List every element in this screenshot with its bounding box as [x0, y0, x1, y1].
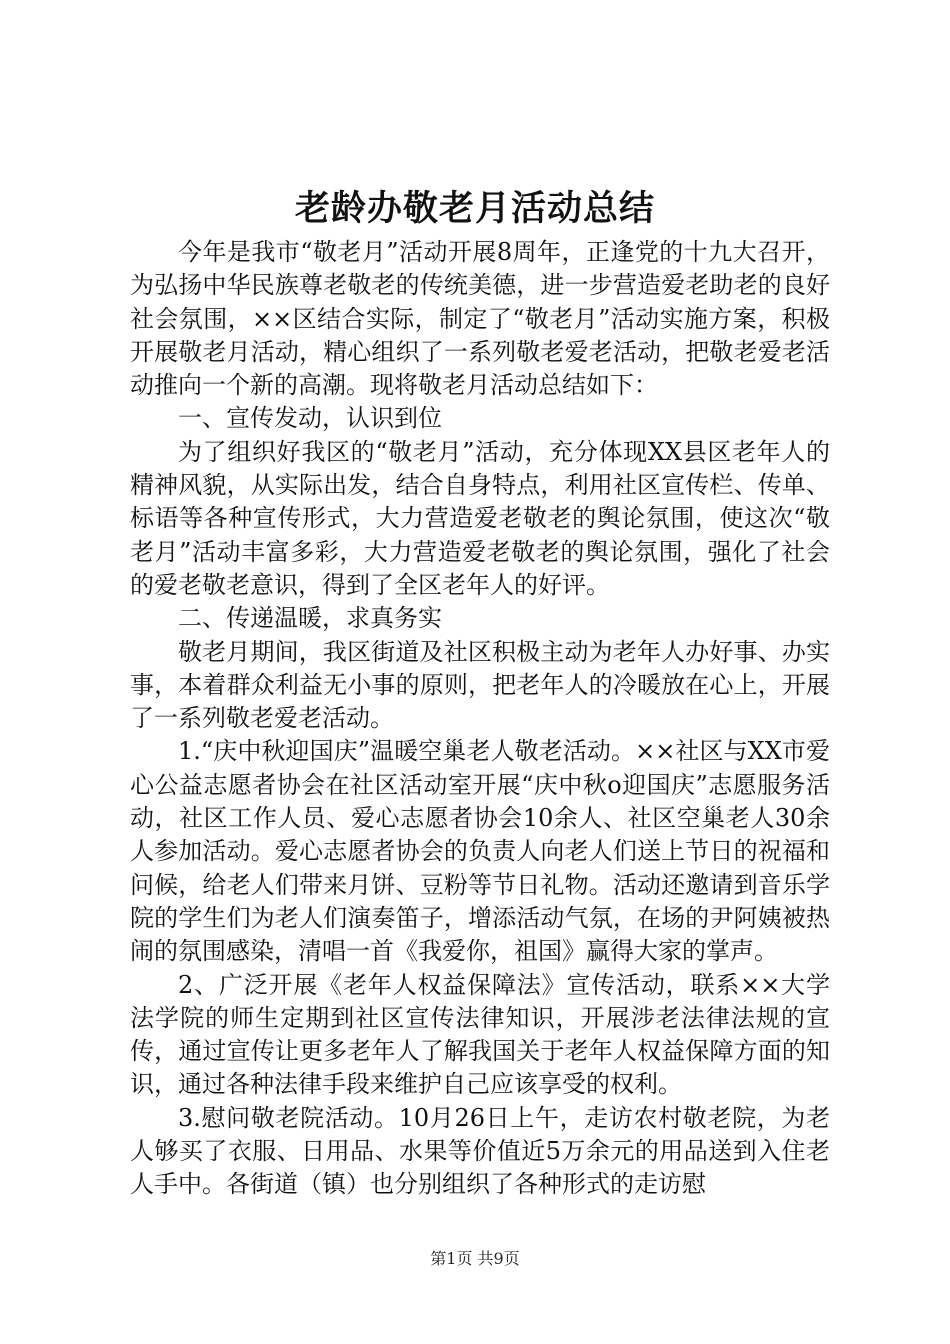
document-body — [130, 236, 830, 1202]
paragraph-item-3: 3.慰问敬老院活动。10月26日上午，走访农村敬老院，为老人够买了衣服、日用品、水果等价值近5万余元的用品送到入住老人手中。各街道（镇）也分别组织了各种形式的走访慰 — [130, 1103, 830, 1199]
document-title: 老龄办敬老月活动总结 — [294, 188, 655, 229]
paragraph-warmth: 敬老月期间，我区街道及社区积极主动为老年人办好事、办实事，本着群众利益无小事的原则，把老年人的冷暖放在心上，开展了一系列敬老爱老活动。 — [130, 637, 830, 733]
paragraph-item-1: 1.“庆中秋迎国庆”温暖空巢老人敬老活动。××社区与XX市爱心公益志愿者协会在社区活动室开展“庆中秋o迎国庆”志愿服务活动，社区工作人员、爱心志愿者协会10余人、社区空巢老人30余人参加活动。爱心志愿者协会的负责人向老人们送上节日的祝福和问候，给老人们带来月饼、豆粉等节日礼物。活动还邀请到音乐学院的学生们为老人们演奏笛子，增添活动气氛，在场的尹阿姨被热闹的氛围感染，清唱一首《我爱你，祖国》赢得大家的掌声。 — [130, 737, 830, 966]
page-footer: 第1页 共9页 — [430, 1249, 520, 1268]
section-heading-publicity: 一、宣传发动，认识到位 — [178, 404, 442, 433]
paragraph-publicity: 为了组织好我区的“敬老月”活动，充分体现XX县区老年人的精神风貌，从实际出发，结合自身特点，利用社区宣传栏、传单、标语等各种宣传形式，大力营造爱老敬老的舆论氛围，使这次“敬老月”活动丰富多彩，大力营造爱老敬老的舆论氛围，强化了社会的爱老敬老意识，得到了全区老年人的好评。 — [130, 437, 830, 599]
paragraph-intro: 今年是我市“敬老月”活动开展8周年，正逢党的十九大召开，为弘扬中华民族尊老敬老的传统美德，进一步营造爱老助老的良好社会氛围，××区结合实际，制定了“敬老月”活动实施方案，积极开展敬老月活动，精心组织了一系列敬老爱老活动，把敬老爱老活动推向一个新的高潮。现将敬老月活动总结如下： — [130, 238, 830, 400]
paragraph-item-2: 2、广泛开展《老年人权益保障法》宣传活动，联系××大学法学院的师生定期到社区宣传法律知识，开展涉老法律法规的宣传，通过宣传让更多老年人了解我国关于老年人权益保障方面的知识，通过各种法律手段来维护自己应该享受的权利。 — [130, 970, 830, 1099]
section-heading-warmth: 二、传递温暖，求真务实 — [178, 604, 442, 633]
